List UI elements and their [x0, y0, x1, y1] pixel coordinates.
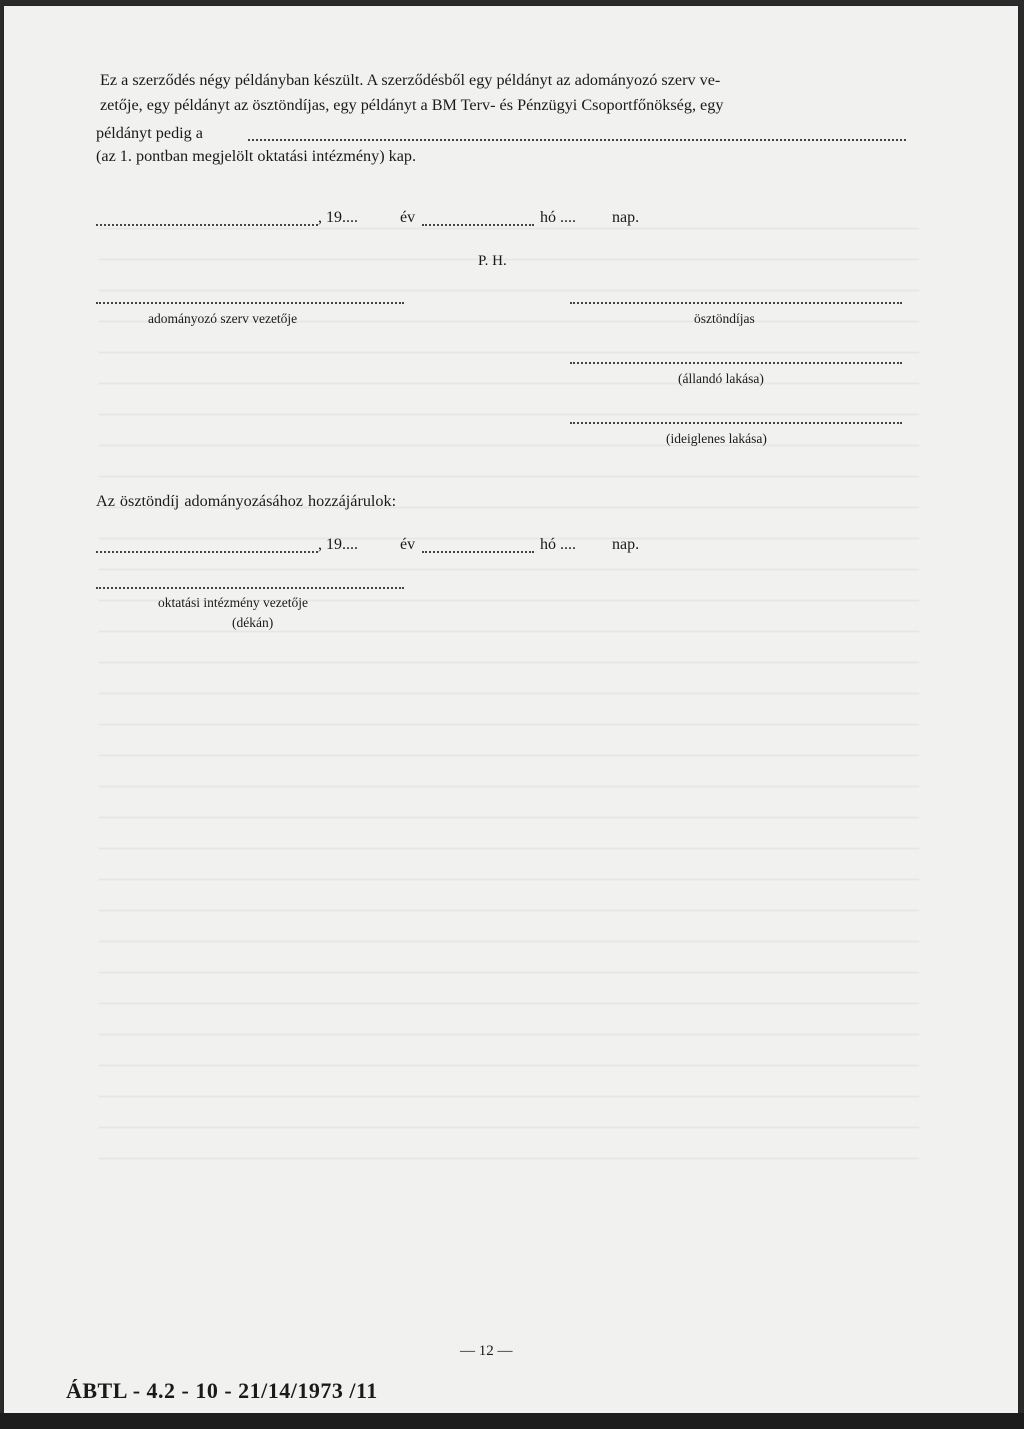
date2-year: , 19.... [318, 536, 358, 553]
donor-signature-line [96, 300, 404, 304]
page-number: — 12 — [460, 1343, 513, 1359]
institution-head-label: oktatási intézmény vezetője [158, 595, 308, 610]
date-place-fill [96, 222, 318, 226]
date-year: , 19.... [318, 209, 358, 226]
paragraph-fill-line [248, 137, 906, 141]
paragraph-line-4: (az 1. pontban megjelölt oktatási intézmény) kap. [96, 147, 417, 165]
paragraph-line-2: zetője, egy példányt az ösztöndíjas, egy példányt a BM Terv- és Pénzügyi Csoportfőnökség, egy [100, 96, 724, 114]
permanent-address-line [570, 360, 902, 364]
date2-month-word: hó .... [540, 536, 576, 553]
holder-signature-label: ösztöndíjas [694, 311, 755, 326]
institution-signature-line [96, 585, 404, 589]
consent-text: Az ösztöndíj adományozásához hozzájárulok: [96, 492, 397, 510]
date2-month-fill [422, 549, 534, 553]
date2-year-word: év [400, 536, 416, 553]
permanent-address-label: (állandó lakása) [678, 371, 764, 386]
holder-signature-line [570, 300, 902, 304]
temporary-address-label: (ideiglenes lakása) [666, 431, 767, 446]
paragraph-line-3: példányt pedig a [96, 124, 203, 142]
date2-day-word: nap. [612, 536, 640, 553]
date-year-word: év [400, 209, 416, 226]
show-through-bleed [99, 206, 919, 1186]
paragraph-line-1: Ez a szerződés négy példányban készült. A szerződésből egy példányt az adományozó szerv ve- [100, 71, 721, 89]
scan-bottom-edge [0, 1413, 1024, 1429]
date2-place-fill [96, 549, 318, 553]
archive-reference-code: ÁBTL - 4.2 - 10 - 21/14/1973 /11 [66, 1378, 378, 1403]
date-day-word: nap. [612, 209, 640, 226]
temporary-address-line [570, 420, 902, 424]
stamp-place: P. H. [478, 253, 507, 269]
date-month-fill [422, 222, 534, 226]
document-page [4, 6, 1018, 1419]
institution-dean-label: (dékán) [232, 615, 274, 630]
date-month-word: hó .... [540, 209, 576, 226]
donor-signature-label: adományozó szerv vezetője [148, 311, 298, 326]
